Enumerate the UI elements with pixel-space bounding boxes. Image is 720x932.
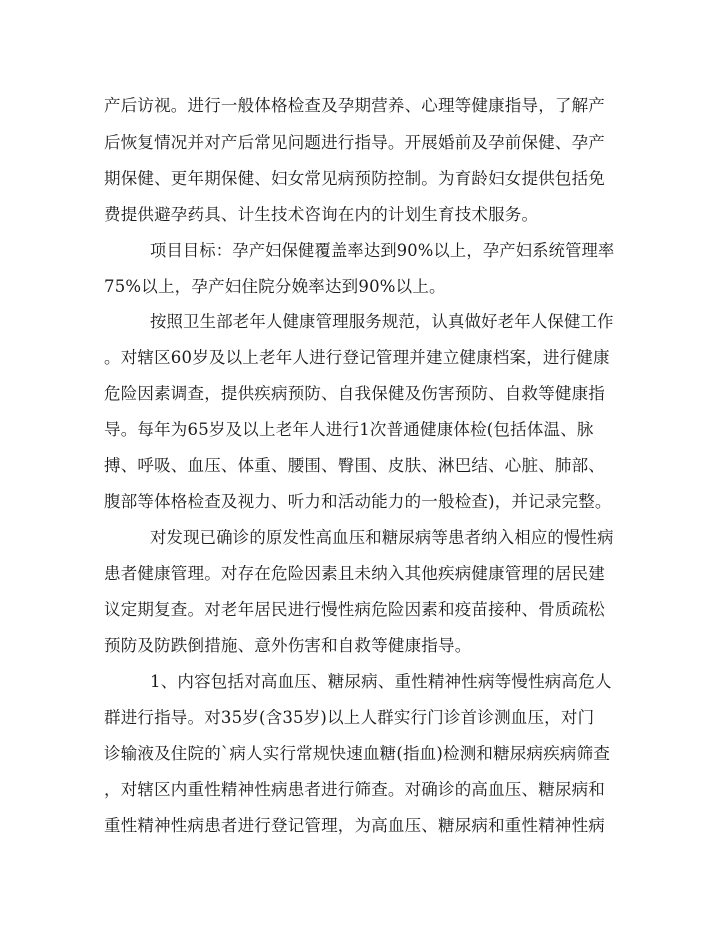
text-line: 后恢复情况并对产后常见问题进行指导。开展婚前及孕前保健、孕产 [104,133,605,152]
text-line: 议定期复查。对老年居民进行慢性病危险因素和疫苗接种、骨质疏松 [104,600,605,619]
text-line: 。对辖区60岁及以上老年人进行登记管理并建立健康档案，进行健康 [104,348,610,367]
text-line: 危险因素调查，提供疾病预防、自我保健及伤害预防、自救等健康指 [104,384,605,403]
text-line: 75%以上，孕产妇住院分娩率达到90%以上。 [104,277,446,296]
text-line: 期保健、更年期保健、妇女常见病预防控制。为育龄妇女提供包括免 [104,169,605,188]
text-line: ，对辖区内重性精神性病患者进行筛查。对确诊的高血压、糖尿病和 [104,780,605,799]
text-line: 腹部等体格检查及视力、听力和活动能力的一般检查)，并记录完整。 [104,492,612,511]
text-line: 导。每年为65岁及以上老年人进行1次普通健康体检(包括体温、脉 [104,420,594,439]
text-line: 搏、呼吸、血压、体重、腰围、臀围、皮肤、淋巴结、心脏、肺部、 [104,456,605,475]
text-line: 诊输液及住院的`病人实行常规快速血糖(指血)检测和糖尿病疾病筛查 [104,744,611,763]
text-line: 群进行指导。对35岁(含35岁)以上人群实行门诊首诊测血压，对门 [104,708,595,727]
text-line: 产后访视。进行一般体格检查及孕期营养、心理等健康指导，了解产 [104,96,605,115]
text-line: 项目目标：孕产妇保健覆盖率达到90%以上，孕产妇系统管理率 [150,241,615,260]
text-line: 对发现已确诊的原发性高血压和糖尿病等患者纳入相应的慢性病 [150,528,614,547]
text-line: 重性精神性病患者进行登记管理，为高血压、糖尿病和重性精神性病 [104,816,605,835]
text-line: 预防及防跌倒措施、意外伤害和自救等健康指导。 [104,636,472,655]
text-line: 费提供避孕药具、计生技术咨询在内的计划生育技术服务。 [104,205,539,224]
text-line: 按照卫生部老年人健康管理服务规范，认真做好老年人保健工作 [150,312,614,331]
text-line: 患者健康管理。对存在危险因素且未纳入其他疾病健康管理的居民建 [104,564,605,583]
text-line: 1、内容包括对高血压、糖尿病、重性精神性病等慢性病高危人 [150,672,612,691]
